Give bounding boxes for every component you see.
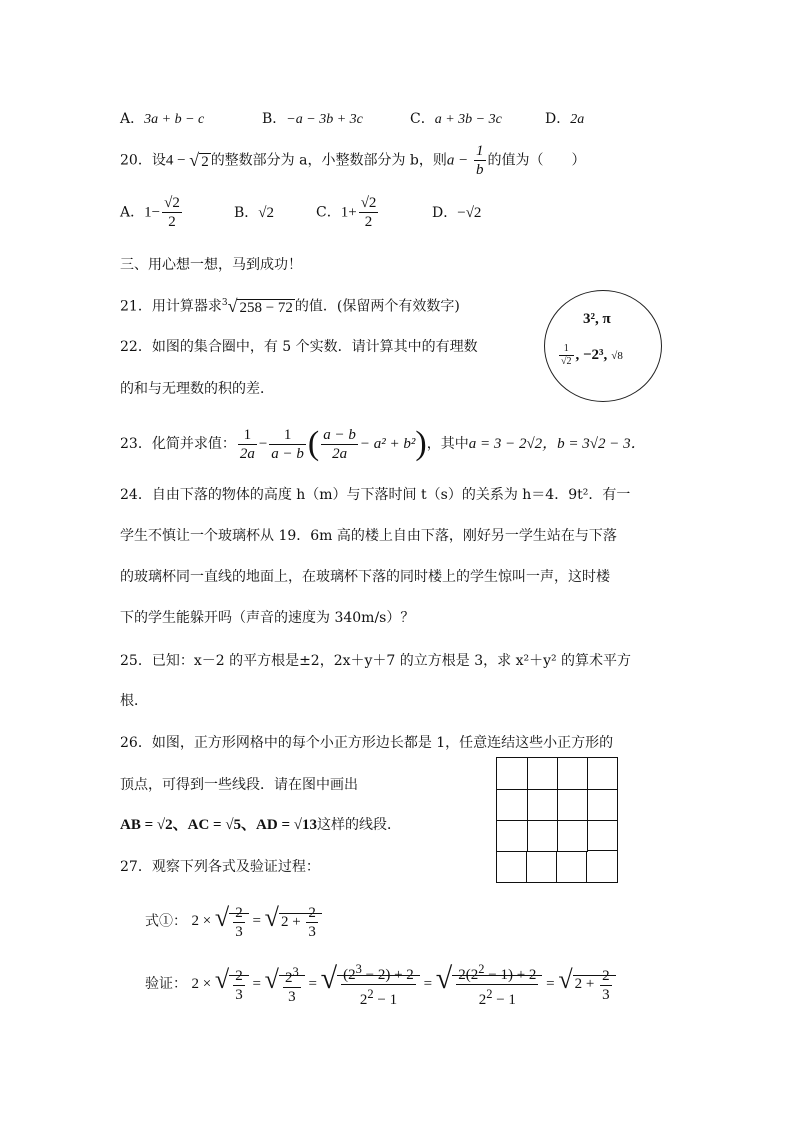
question-text: 设 — [151, 152, 166, 169]
option-expression: 2a — [570, 112, 585, 127]
operator: − — [258, 436, 268, 452]
question-26-line-2: 顶点，可得到一些线段．请在图中画出 — [120, 777, 358, 793]
q19-option-a — [120, 108, 204, 128]
question-22-line-2: 的和与无理数的积的差． — [120, 381, 274, 397]
denominator: 2a — [332, 445, 348, 462]
equation-expression: 2 × √ $\frac{2}{3}$ = √ 2 + $\frac{2}{3}$ — [191, 913, 321, 929]
option-label: D． — [545, 111, 571, 127]
question-25-line-2: 根． — [120, 693, 148, 709]
q19-option-b — [262, 108, 363, 128]
option-label: B． — [234, 205, 259, 221]
option-expression: −a − 3b + 3c — [286, 112, 363, 127]
expression: √2 — [258, 205, 275, 221]
equation-label: 式①： — [145, 913, 187, 930]
option-expression: a + 3b − 3c — [434, 112, 502, 127]
question-24-line-3: 的玻璃杯同一直线的地面上，在玻璃杯下落的同时楼上的学生惊叫一声，这时楼 — [120, 569, 610, 585]
numerator: 1 — [269, 426, 306, 445]
q19-option-c — [410, 108, 502, 128]
question-text: 用计算器求 — [151, 298, 222, 315]
question-24-line-1: 24．自由下落的物体的高度 h（m）与下落时间 t（s）的关系为 h＝4．9t²．有一 — [120, 487, 631, 503]
grid-cell — [527, 789, 558, 821]
circle-top-values: 3², π — [583, 311, 611, 327]
denominator: 2a — [239, 445, 255, 462]
question-text: 的值．(保留两个有效数字) — [294, 298, 460, 315]
verification-expression: 2 × √ $\frac{2}{3}$ = √ $\frac{2^3}{3}$ = √ $\frac{(2^3 - 2) + 2}{2^2 - 1}$ = √ $\frac{2(2^2 - 1) + 2}{2^2 - 1}$ = √ 2 + $\frac{2}{3}$ — [191, 976, 615, 992]
radicand: 2 — [201, 153, 209, 170]
question-text: 的整数部分为 a，小整数部分为 b，则 — [210, 152, 447, 169]
question-24-line-4: 下的学生能躲开吗（声音的速度为 340m/s）？ — [120, 610, 415, 626]
q20-option-c — [316, 194, 380, 231]
sqrt-expression: √ 2 — [189, 149, 209, 170]
grid-line — [587, 820, 617, 821]
grid-line — [587, 789, 617, 790]
option-label: C． — [316, 204, 341, 221]
right-paren: ) — [415, 425, 427, 462]
option-label: A． — [120, 204, 145, 221]
fraction — [559, 343, 574, 368]
grid-cell — [527, 851, 557, 882]
cube-root-expression: √ 258 − 72 — [227, 295, 293, 316]
numerator: 1 — [238, 426, 257, 445]
question-text: ，其中 — [426, 436, 469, 452]
grid-cell — [527, 758, 558, 790]
grid-cell — [497, 851, 527, 882]
denominator: a − b — [271, 445, 304, 462]
question-number: 20． — [120, 152, 152, 169]
q20-option-a — [120, 194, 184, 231]
grid-cell — [497, 758, 528, 790]
circle-bottom-values — [557, 343, 623, 368]
q20-option-d — [432, 202, 481, 222]
grid-column-edge — [587, 758, 617, 851]
grid-cell — [557, 758, 588, 790]
question-25-line-1: 25．已知：x－2 的平方根是±2，2x＋y＋7 的立方根是 3，求 x²＋y² 的算术平方 — [120, 653, 632, 669]
circle-root-value: √8 — [611, 350, 623, 363]
question-number: 23． — [120, 436, 152, 452]
numerator: √2 — [164, 195, 180, 211]
question-text: 这样的线段． — [317, 817, 402, 833]
denominator: 2 — [168, 214, 176, 230]
condition: a = 3 − 2√2，b = 3√2 − 3． — [468, 436, 646, 452]
segment-lengths: AB = √2、AC = √5、AD = √13 — [120, 817, 318, 833]
numerator: 1 — [559, 343, 574, 356]
q20-option-b — [234, 202, 274, 222]
question-20 — [120, 142, 586, 179]
root-index: 3 — [221, 298, 228, 308]
fraction — [269, 426, 306, 463]
expression: − a² + b² — [359, 436, 416, 452]
denominator: b — [476, 162, 484, 178]
q19-option-d — [545, 108, 584, 128]
circle-values: , −2³, — [575, 347, 608, 364]
expression: 1− — [144, 204, 161, 221]
grid-cell — [557, 789, 588, 821]
radicand: 258 − 72 — [239, 299, 293, 316]
option-label: D． — [432, 205, 458, 221]
question-21 — [120, 292, 460, 319]
grid-cell — [557, 820, 588, 852]
option-label: B． — [262, 111, 287, 127]
grid-cell — [527, 820, 558, 852]
numerator: 1 — [476, 143, 484, 159]
grid-cell — [497, 789, 528, 821]
fraction — [162, 194, 182, 231]
denominator: 2 — [364, 214, 373, 230]
fraction — [238, 426, 257, 463]
numerator: √2 — [360, 195, 377, 211]
section-heading: 三、用心想一想，马到成功！ — [120, 257, 302, 273]
left-paren: ( — [307, 425, 320, 462]
question-text: 化简并求值： — [151, 436, 236, 452]
question-26-line-3 — [120, 814, 401, 836]
equation-1 — [145, 903, 322, 941]
verification — [145, 960, 616, 1009]
numerator: a − b — [323, 426, 356, 443]
option-label: C． — [410, 111, 435, 127]
question-number: 21． — [120, 298, 152, 315]
question-23 — [120, 424, 646, 464]
question-24-line-2: 学生不慎让一个玻璃杯从 19．6m 高的楼上自由下落，刚好另一学生站在与下落 — [120, 528, 617, 544]
question-27: 27．观察下列各式及验证过程： — [120, 859, 320, 875]
expression: 1+ — [340, 204, 357, 221]
verification-label: 验证： — [145, 975, 187, 992]
question-22-line-1: 22．如图的集合圈中，有 5 个实数．请计算其中的有理数 — [120, 339, 478, 355]
grid-cell — [497, 820, 528, 852]
question-text: 的值为（ ） — [487, 152, 586, 169]
option-label: A． — [120, 111, 145, 127]
expression: a − — [446, 152, 473, 169]
square-grid — [496, 757, 618, 883]
fraction — [359, 194, 379, 231]
fraction — [474, 142, 486, 179]
fraction — [321, 426, 358, 463]
expression: −√2 — [457, 205, 482, 221]
question-26-line-1: 26．如图，正方形网格中的每个小正方形边长都是 1，任意连结这些小正方形的 — [120, 735, 614, 751]
set-circle-diagram — [544, 290, 662, 402]
grid-cell — [557, 851, 587, 882]
denominator: √2 — [561, 356, 572, 367]
option-expression: 3a + b − c — [144, 112, 205, 127]
expression: 4 − — [165, 152, 190, 169]
